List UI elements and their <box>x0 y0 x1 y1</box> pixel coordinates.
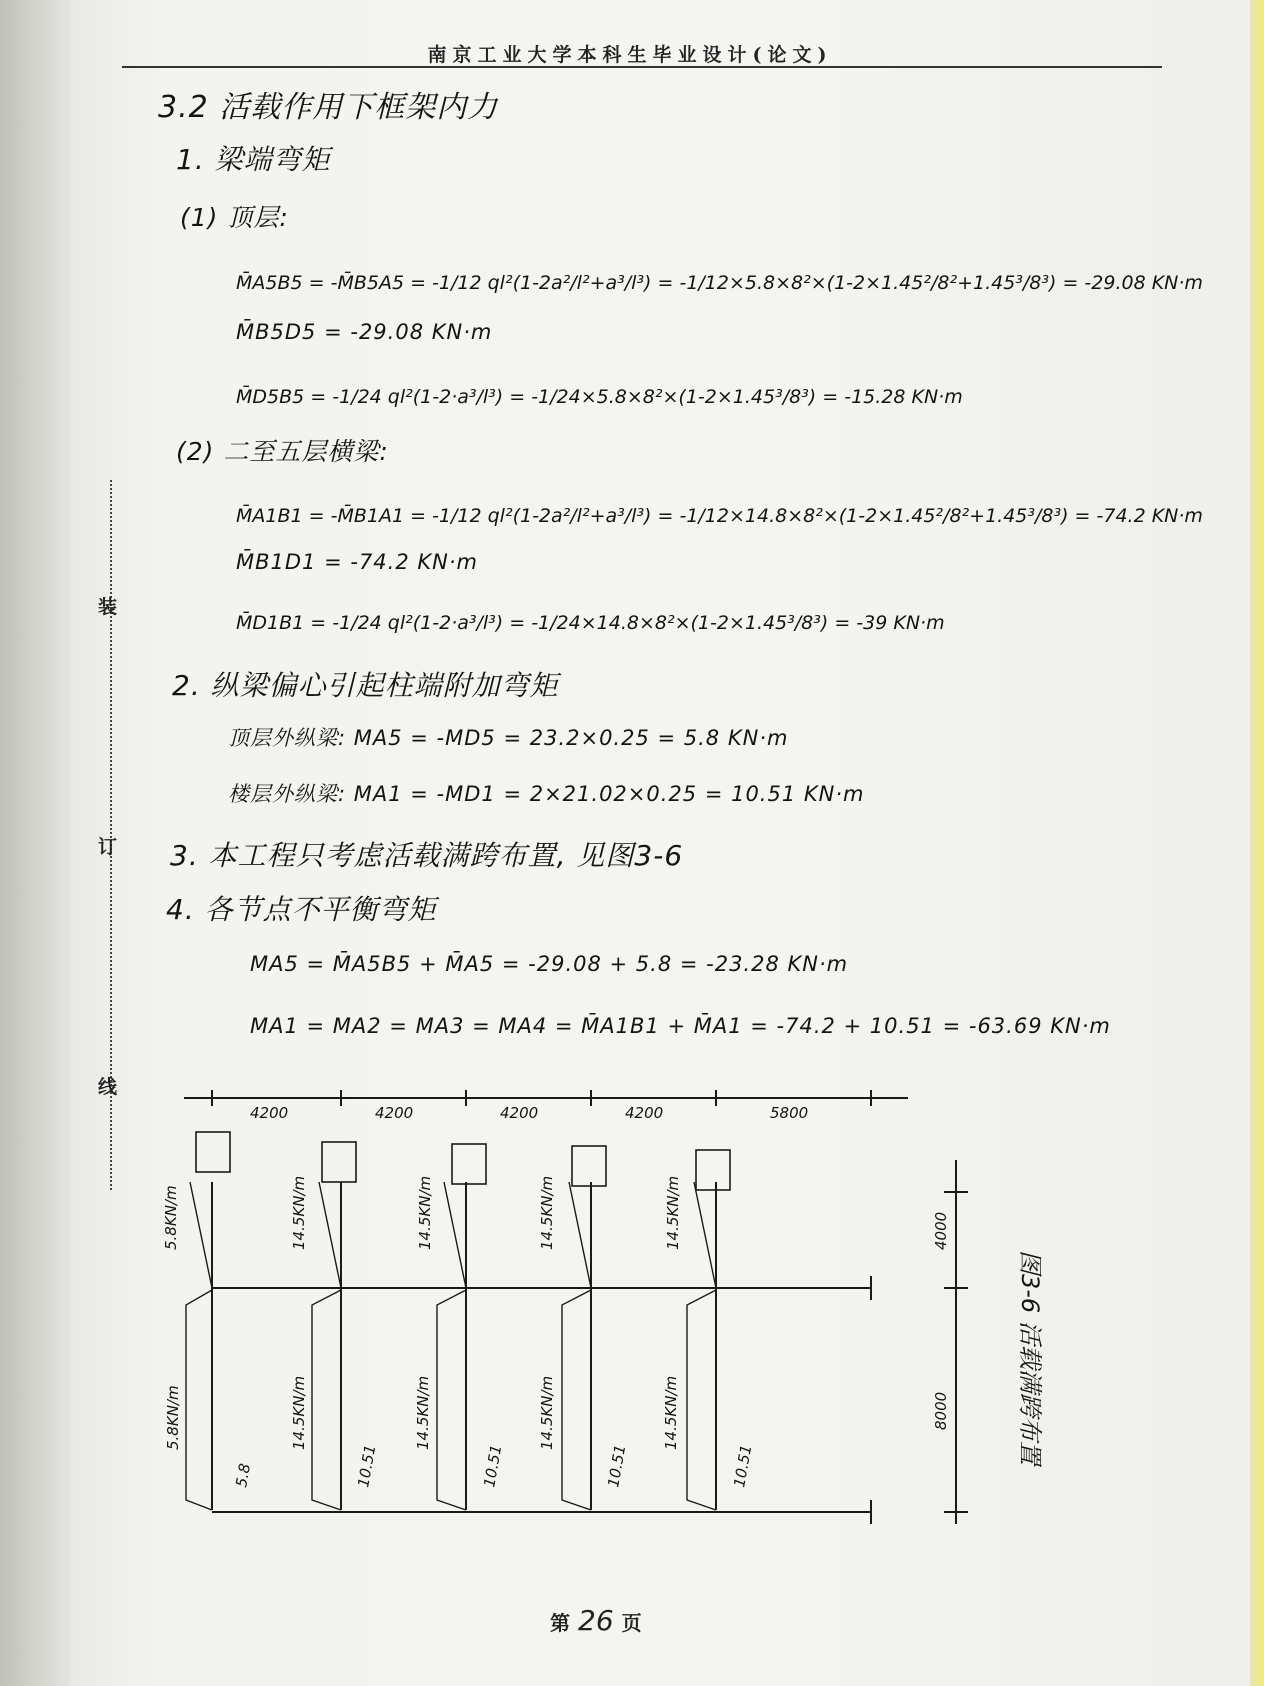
top-load-4: 14.5KN/m <box>538 1175 556 1250</box>
load-diagram-3 <box>437 1182 466 1510</box>
equation-6: M̄D1B1 = -1/24 ql²(1-2·a³/l³) = -1/24×14.8×8²×(1-2×1.45³/8³) = -39 KN·m <box>236 612 945 634</box>
bottom-load-3: 14.5KN/m <box>414 1375 432 1450</box>
top-load-1: 5.8KN/m <box>162 1185 180 1250</box>
load-diagram-1 <box>186 1182 212 1510</box>
load-diagram-2 <box>312 1182 341 1510</box>
equation-1: M̄A5B5 = -M̄B5A5 = -1/12 ql²(1-2a²/l²+a³/l³) = -1/12×5.8×8²×(1-2×1.45²/8²+1.45³/8³) = -29.08 KN·m <box>236 272 1203 294</box>
top-load-3: 14.5KN/m <box>416 1175 434 1250</box>
item-1-heading: 1. 梁端弯矩 <box>176 143 331 176</box>
bottom-load-2: 14.5KN/m <box>290 1375 308 1450</box>
figure-caption: 图3-6 活载满跨布置 <box>1016 1250 1044 1465</box>
height-dim-1: 4000 <box>932 1211 950 1250</box>
item-2-heading: 2. 纵梁偏心引起柱端附加弯矩 <box>172 669 559 702</box>
section-title: 3.2 活载作用下框架内力 <box>158 90 499 125</box>
span-dim-1: 4200 <box>250 1104 289 1122</box>
binding-mark-ding: 订 <box>98 836 118 858</box>
binding-mark-zhuang: 装 <box>98 596 118 618</box>
equation-7: 顶层外纵梁: MA5 = -MD5 = 23.2×0.25 = 5.8 KN·m <box>228 726 789 750</box>
equation-2: M̄B5D5 = -29.08 KN·m <box>236 320 493 344</box>
page-suffix: 页 <box>621 1611 642 1635</box>
bottom-load-5: 14.5KN/m <box>662 1375 680 1450</box>
item-3-heading: 3. 本工程只考虑活载满跨布置, 见图3-6 <box>170 839 684 872</box>
span-dim-2: 4200 <box>375 1104 414 1122</box>
height-dim-2: 8000 <box>932 1391 950 1430</box>
moment-1: 5.8 <box>232 1462 255 1489</box>
top-load-2: 14.5KN/m <box>290 1175 308 1250</box>
page-number <box>550 1604 642 1637</box>
equation-8: 楼层外纵梁: MA1 = -MD1 = 2×21.02×0.25 = 10.51 KN·m <box>228 782 865 806</box>
beam-section-icons <box>196 1132 730 1190</box>
page-header: 南京工业大学本科生毕业设计(论文) <box>427 44 833 66</box>
moment-5: 10.51 <box>730 1443 756 1489</box>
item-1-1-heading: (1) 顶层: <box>180 203 289 232</box>
bottom-load-4: 14.5KN/m <box>538 1375 556 1450</box>
span-dim-4: 4200 <box>625 1104 664 1122</box>
equation-4: M̄A1B1 = -M̄B1A1 = -1/12 ql²(1-2a²/l²+a³/l³) = -1/12×14.8×8²×(1-2×1.45²/8²+1.45³/8³) = -74.2 KN·m <box>236 505 1203 527</box>
page-prefix: 第 <box>550 1611 570 1635</box>
bottom-load-1: 5.8KN/m <box>164 1385 182 1450</box>
load-diagram-4 <box>562 1182 591 1510</box>
binding-mark-xian: 线 <box>98 1076 118 1098</box>
equation-10: MA1 = MA2 = MA3 = MA4 = M̄A1B1 + M̄A1 = -74.2 + 10.51 = -63.69 KN·m <box>250 1014 1111 1038</box>
span-dim-3: 4200 <box>500 1104 539 1122</box>
load-diagram-5 <box>687 1182 716 1510</box>
moment-3: 10.51 <box>480 1443 506 1489</box>
equation-9: MA5 = M̄A5B5 + M̄A5 = -29.08 + 5.8 = -23.28 KN·m <box>250 952 849 976</box>
top-load-5: 14.5KN/m <box>664 1175 682 1250</box>
moment-2: 10.51 <box>354 1443 380 1489</box>
equation-3: M̄D5B5 = -1/24 ql²(1-2·a³/l³) = -1/24×5.8×8²×(1-2×1.45³/8³) = -15.28 KN·m <box>236 386 963 408</box>
span-dim-5: 5800 <box>770 1104 809 1122</box>
page-number-value: 26 <box>578 1604 614 1637</box>
item-1-2-heading: (2) 二至五层横梁: <box>176 437 389 466</box>
equation-5: M̄B1D1 = -74.2 KN·m <box>236 550 478 574</box>
item-4-heading: 4. 各节点不平衡弯矩 <box>166 893 437 926</box>
moment-4: 10.51 <box>604 1443 630 1489</box>
